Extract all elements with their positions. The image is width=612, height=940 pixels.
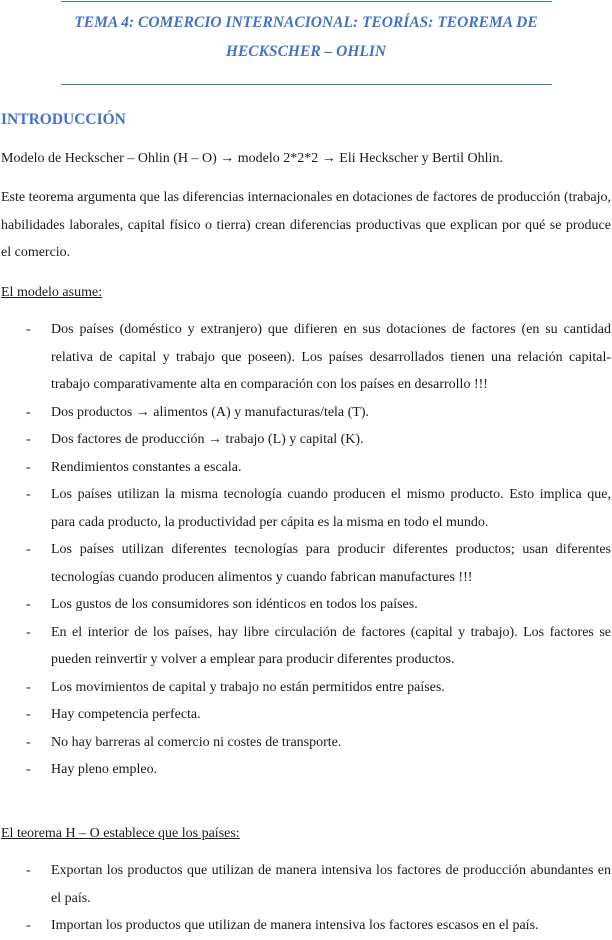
list-dash: - (26, 679, 31, 695)
list-item (0, 912, 611, 940)
list-item-text: Los gustos de los consumidores son idénticos en todos los países. (51, 597, 418, 612)
list-item (0, 756, 611, 784)
list-item (0, 454, 611, 482)
list-item-text: Hay competencia perfecta. (51, 707, 201, 722)
theorem-list (0, 857, 612, 940)
model-line: Modelo de Heckscher – Ohlin (H – O) → modelo 2*2*2 → Eli Heckscher y Bertil Ohlin. (1, 151, 503, 166)
list-dash: - (26, 459, 31, 475)
list-dash: - (26, 734, 31, 750)
list-item (0, 399, 611, 427)
list-dash: - (26, 762, 31, 777)
top-rule (61, 1, 552, 2)
list-item (0, 674, 611, 702)
section-heading-introduccion: INTRODUCCIÓN (1, 111, 126, 128)
theorem-heading: El teorema H – O establece que los países: (1, 826, 240, 841)
list-item-text: Dos productos → alimentos (A) y manufacturas/tela (T). (51, 404, 370, 420)
list-item (0, 536, 611, 591)
list-dash: - (26, 487, 31, 502)
bottom-rule (61, 84, 552, 85)
list-dash: - (26, 322, 31, 337)
list-dash: - (26, 404, 31, 420)
list-item-text: Los movimientos de capital y trabajo no están permitidos entre países. (51, 679, 445, 695)
list-item (0, 426, 611, 454)
list-item (0, 619, 611, 674)
list-item (0, 857, 611, 912)
list-dash: - (26, 707, 31, 722)
assumptions-list (0, 316, 612, 784)
list-item-text: Los países utilizan diferentes tecnologías para producir diferentes productos; usan diferentes tecnologías cuando producen alimentos y cuando fabrican manufactures !!! (51, 542, 611, 585)
list-item-text: Dos países (doméstico y extranjero) que difieren en sus dotaciones de factores (en su cantidad relativa de capital y trabajo que poseen). Los países desarrollados tienen una relación capital-trabajo comparativamente alta en comparación con los países en desarrollo !!! (51, 322, 611, 392)
page-title-line-2: HECKSCHER – OHLIN (225, 43, 387, 60)
list-item (0, 729, 611, 757)
list-item (0, 481, 611, 536)
list-item-text: En el interior de los países, hay libre circulación de factores (capital y trabajo). Los factores se pueden reinvertir y volver a emplear para producir diferentes productos. (51, 624, 611, 667)
list-item-text: Los países utilizan la misma tecnología cuando producen el mismo producto. Esto implica que, para cada producto, la productividad per cápita es la misma en todo el mundo. (51, 487, 611, 530)
list-item (0, 591, 611, 619)
list-item-text: No hay barreras al comercio ni costes de transporte. (51, 734, 342, 750)
page-title-line-1: TEMA 4: COMERCIO INTERNACIONAL: TEORÍAS: TEOREMA DE (74, 14, 538, 31)
intro-paragraph: Este teorema argumenta que las diferencias internacionales en dotaciones de factores de producción (trabajo, habilidades laborales, capital físico o tierra) crean diferencias productivas que explican por qué se produce el comercio. (1, 190, 611, 260)
list-dash: - (26, 624, 31, 640)
list-dash: - (26, 597, 31, 612)
list-item-text: Exportan los productos que utilizan de manera intensiva los factores de producción abundantes en el país. (51, 863, 611, 906)
assumptions-heading: El modelo asume: (1, 285, 103, 300)
list-dash: - (26, 432, 31, 447)
list-item-text: Importan los productos que utilizan de manera intensiva los factores escasos en el país. (51, 918, 539, 933)
list-dash: - (26, 542, 31, 557)
list-dash: - (26, 863, 31, 878)
list-item (0, 701, 611, 729)
list-item-text: Hay pleno empleo. (51, 762, 158, 777)
list-item-text: Dos factores de producción → trabajo (L) y capital (K). (51, 432, 364, 447)
list-item-text: Rendimientos constantes a escala. (51, 459, 242, 475)
list-item (0, 316, 611, 399)
list-dash: - (26, 918, 31, 933)
